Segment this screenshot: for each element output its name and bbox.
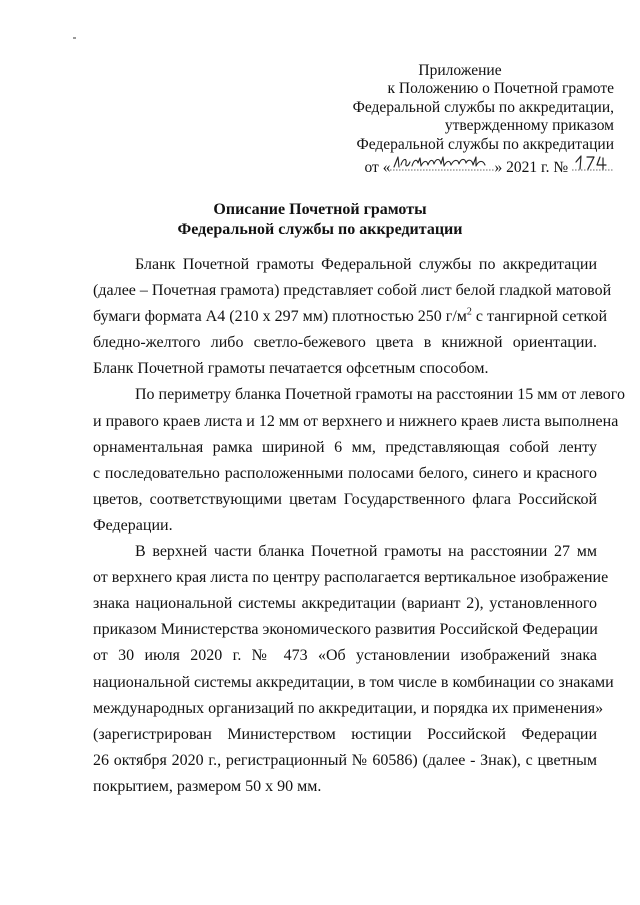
text-line: бледно-желтого либо светло-бежевого цвета в книжной ориентации. [93,334,597,352]
appendix-line: утвержденному приказом [444,117,614,135]
date-prefix: от « [364,159,391,177]
title-line-1: Описание Почетной грамоты [213,201,427,218]
text-line: с последовательно расположенными полосами белого, синего и красного [93,464,597,482]
appendix-date-line [300,154,614,177]
handwritten-date [390,154,494,172]
appendix-line: Федеральной службы по аккредитации [356,135,614,153]
appendix-line: к Положению о Почетной грамоте [387,80,614,98]
text-line: приказом Министерства экономического развития Российской Федерации [93,621,598,639]
scan-speck [73,37,76,39]
text-line: орнаментальная рамка шириной 6 мм, представляющая собой ленту [93,438,597,456]
year-and-number-label: 2021 г. № [506,159,569,177]
text-line: цветов, соответствующими цветам Государственного флага Российской [93,490,597,508]
paragraph-1 [93,252,612,382]
document-title [0,200,640,240]
date-quote-close: » [494,159,503,177]
text-line: национальной системы аккредитации, в том числе в комбинации со знаками [93,673,614,691]
appendix-header [300,62,614,177]
text-line: от верхнего края листа по центру располагается вертикальное изображение [93,569,609,587]
text-line: (зарегистрирован Министерством юстиции Российской Федерации [93,725,597,743]
text-line: Федерации. [93,516,173,534]
text-line: бумаги формата А4 (210 х 297 мм) плотностью 250 $г/м^2$ с тангирной сеткой [93,306,608,326]
appendix-label: Приложение [418,62,502,79]
text-line: По периметру бланка Почетной грамоты на расстоянии 15 мм от левого [135,386,625,404]
paragraph-2 [93,382,625,539]
text-line: от 30 июля 2020 г. № 473 «Об установлении изображений знака [93,647,597,665]
paragraph-3 [93,539,614,800]
text-line: 26 октября 2020 г., регистрационный № 60586) (далее - Знак), с цветным [93,751,597,769]
superscript: 2 [466,306,472,318]
text-line: (далее – Почетная грамота) представляет собой лист белой гладкой матовой [93,282,612,300]
text-line: Бланк Почетной грамоты печатается офсетным способом. [93,360,489,378]
text-line: Бланк Почетной грамоты Федеральной службы по аккредитации [135,256,597,273]
text-line: и правого краев листа и 12 мм от верхнего и нижнего краев листа выполнена [93,412,619,430]
handwritten-number [572,154,614,172]
title-line-2: Федеральной службы по аккредитации [177,221,463,238]
document-body [93,252,625,800]
text-line: знака национальной системы аккредитации (вариант 2), установленного [93,595,597,613]
appendix-line: Федеральной службы по аккредитации, [352,98,614,116]
text-line: В верхней части бланка Почетной грамоты на расстоянии 27 мм [135,543,597,561]
text-line: покрытием, размером 50 х 90 мм. [93,777,322,795]
text-line: международных организаций по аккредитации, и порядка их применения» [93,699,604,717]
